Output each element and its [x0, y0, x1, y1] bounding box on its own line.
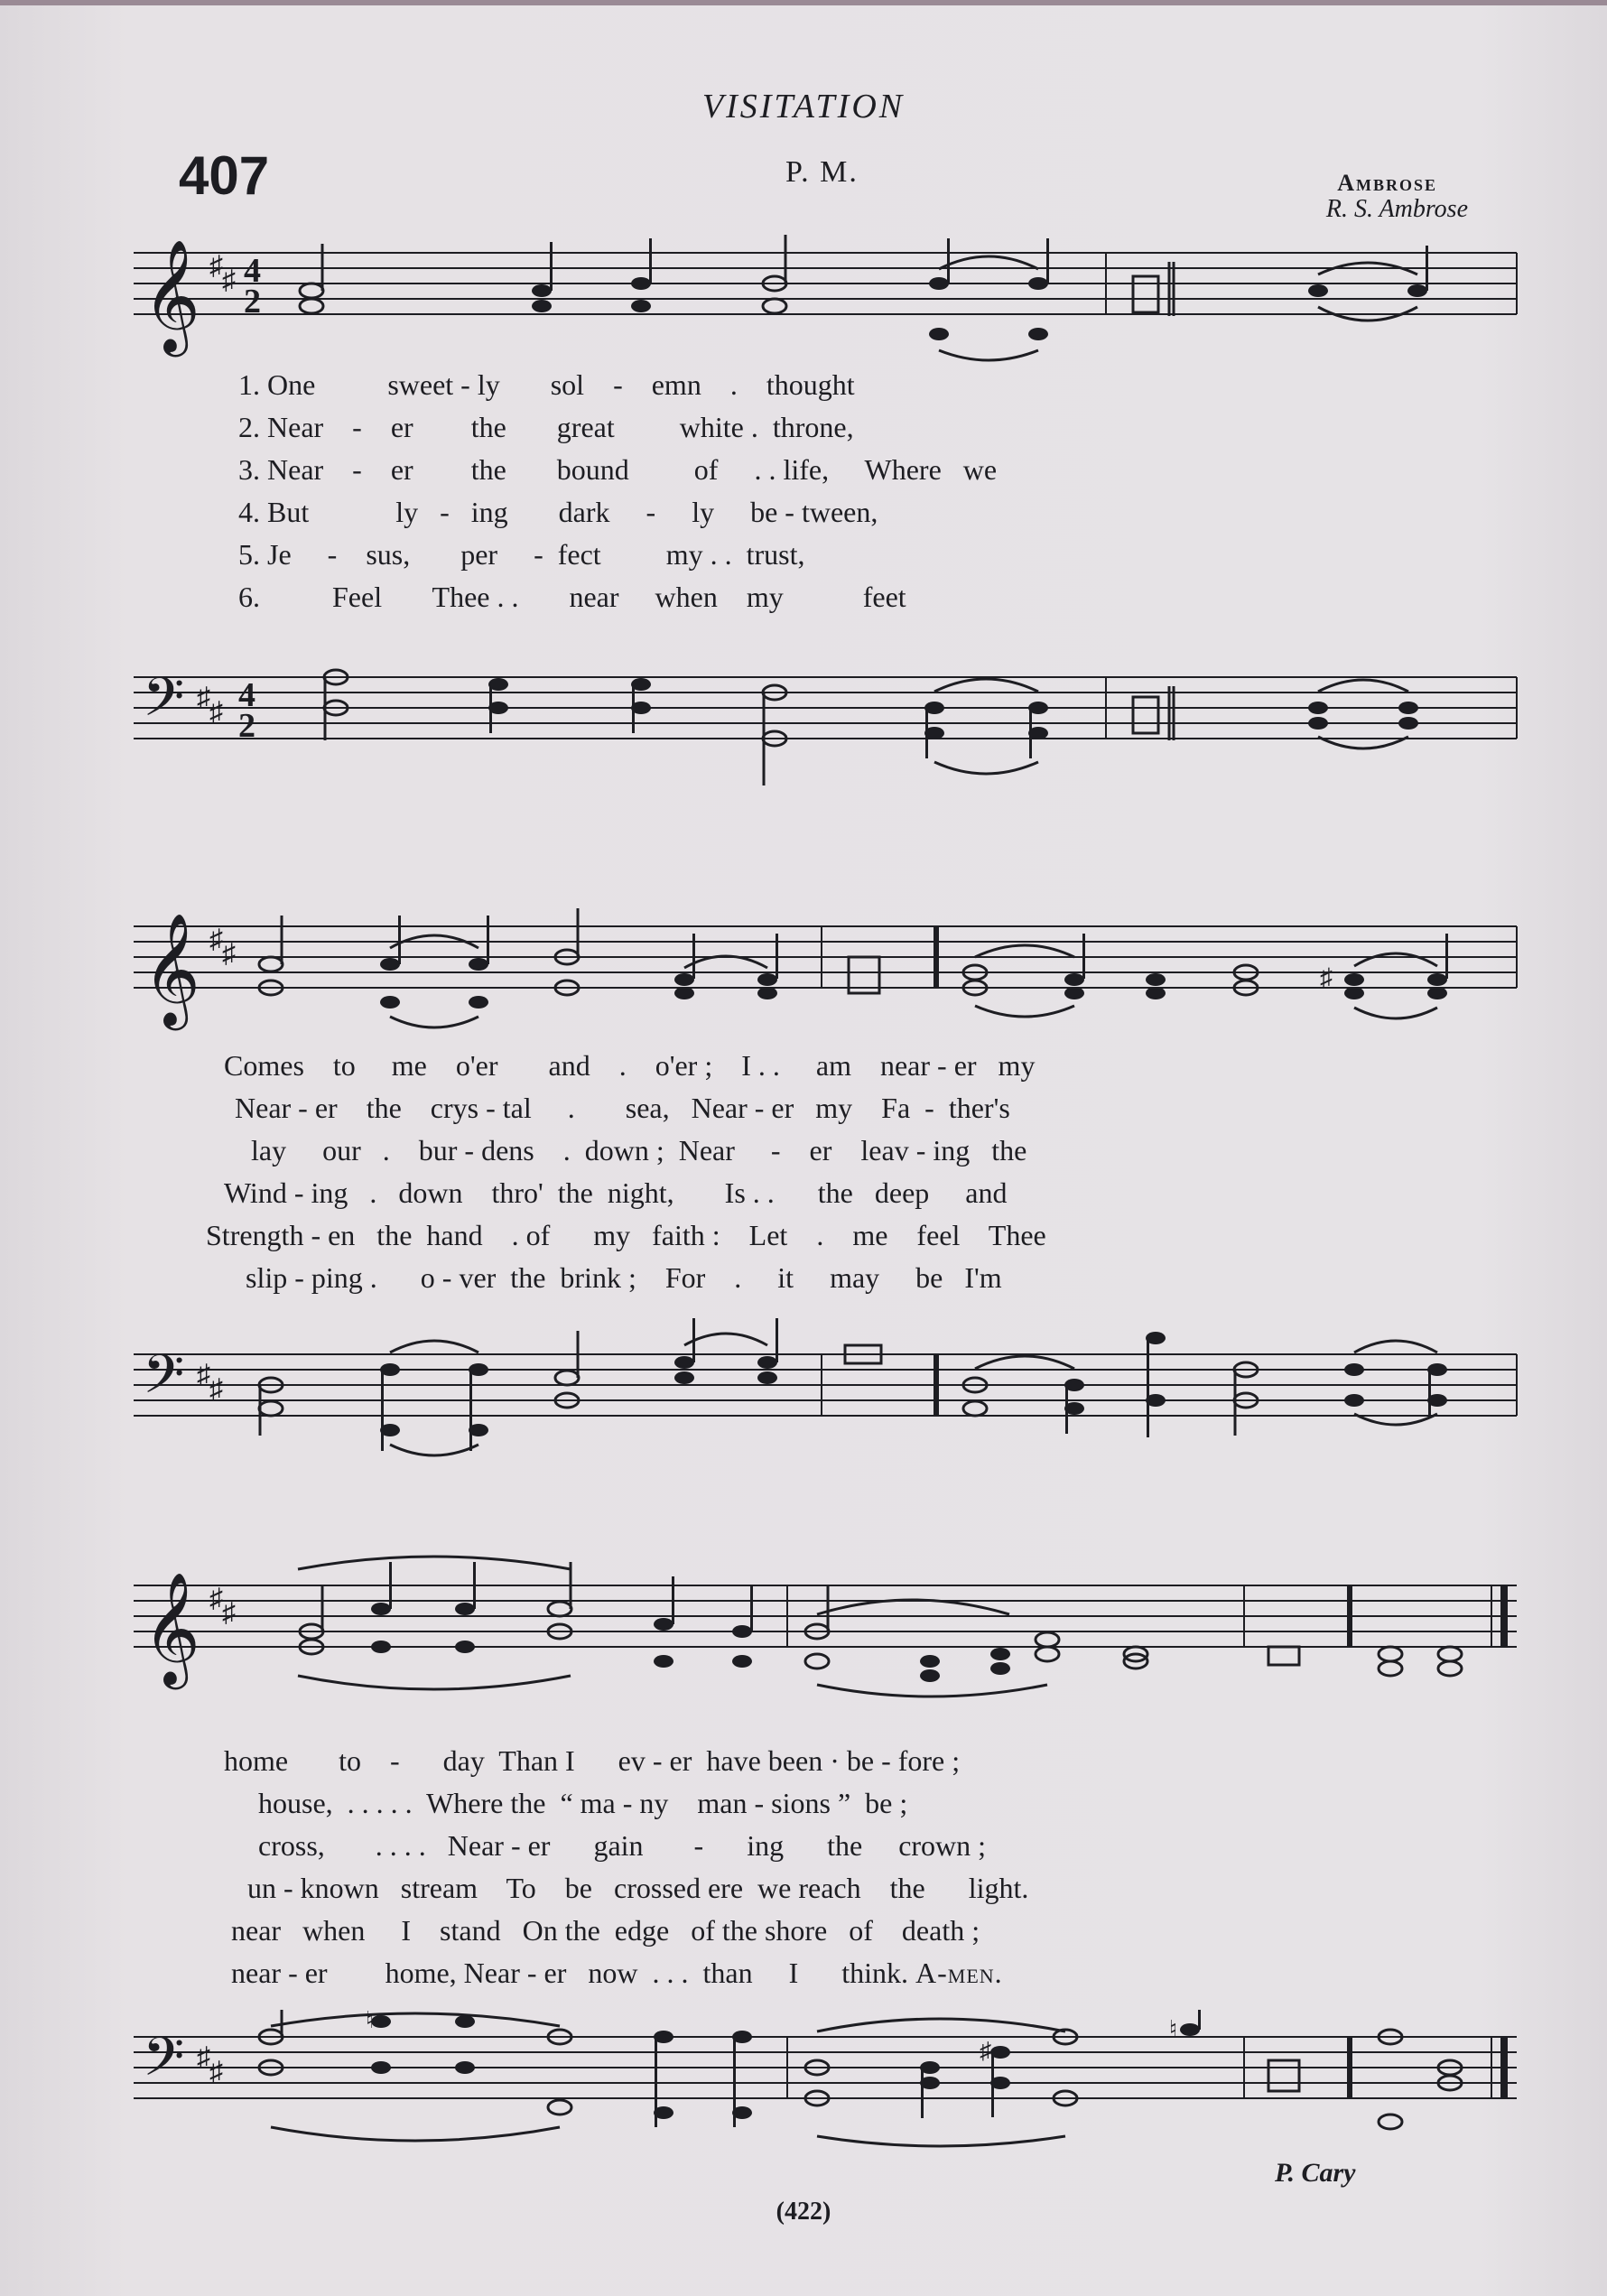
verse-4-line-1: 4. But ly - ing dark - ly be - tween,: [238, 496, 878, 528]
sharp-icon: ♯: [222, 265, 236, 295]
time-signature-top: 4: [238, 676, 255, 714]
verse-1-line-2: Comes to me o'er and . o'er ; I . . am near - er my: [224, 1049, 1036, 1082]
verse-2-line-3: house, . . . . . Where the “ ma - ny man - sions ” be ;: [258, 1787, 908, 1819]
verse-3-line-3: cross, . . . . Near - er gain - ing the crown ;: [258, 1829, 987, 1862]
final-bar-line: [1500, 2037, 1508, 2098]
tune-name: Ambrose: [1337, 170, 1437, 196]
page-top-border: [0, 0, 1607, 5]
treble-staff-system-2: [0, 903, 1607, 1047]
double-bar-line: [1347, 2037, 1352, 2098]
final-bar-line: [1500, 1585, 1508, 1647]
treble-staff-system-3: [0, 1549, 1607, 1703]
meter: P. M.: [785, 155, 859, 189]
double-bar-line: [934, 926, 939, 988]
sharp-icon: ♯: [222, 939, 236, 969]
verse-3-line-2: lay our . bur - dens . down ; Near - er leav - ing the: [251, 1134, 1027, 1167]
sharp-icon: ♯: [197, 2042, 210, 2072]
treble-clef-icon: 𝄞: [143, 1572, 200, 1685]
page-number: (422): [776, 2198, 831, 2226]
bass-staff-system-2: [0, 1318, 1607, 1472]
composer: R. S. Ambrose: [1325, 195, 1468, 223]
natural-icon: ♮: [1169, 2016, 1178, 2042]
bass-staff-system-3: [0, 2010, 1607, 2154]
verse-5-line-2: Strength - en the hand . of my faith : Let . me feel Thee: [206, 1219, 1046, 1251]
natural-icon: ♮: [366, 2010, 375, 2033]
time-signature-bottom: 2: [244, 283, 261, 321]
sharp-icon: ♯: [197, 1360, 210, 1390]
verse-2-line-1: 2. Near - er the great white . throne,: [238, 411, 854, 443]
treble-staff-system-1: [0, 235, 1607, 379]
verse-6-line-2: slip - ping . o - ver the brink ; For . it may be I'm: [246, 1261, 1002, 1294]
verse-4-line-3: un - known stream To be crossed ere we reach the light.: [247, 1872, 1029, 1904]
sharp-icon: ♯: [222, 1598, 236, 1628]
amen-label: A-men.: [915, 1957, 1003, 1989]
sharp-icon: ♯: [209, 697, 223, 727]
double-bar-line: [934, 1354, 939, 1416]
sharp-icon: ♯: [1320, 964, 1333, 992]
bass-staff-system-1: [0, 650, 1607, 795]
sharp-icon: ♯: [209, 1584, 223, 1613]
sharp-icon: ♯: [980, 2038, 991, 2064]
verse-6-line-3: near - er home, Near - er now . . . than I think. A-men.: [231, 1957, 1003, 1989]
verse-5-line-1: 5. Je - sus, per - fect my . . trust,: [238, 538, 805, 571]
section-title: VISITATION: [701, 88, 906, 125]
sharp-icon: ♯: [209, 2057, 223, 2087]
verse-5-line-3: near when I stand On the edge of the shore of death ;: [231, 1914, 980, 1947]
bass-clef-icon: 𝄢: [143, 2025, 185, 2101]
arranger: P. Cary: [1275, 2158, 1356, 2188]
verse-3-line-1: 3. Near - er the bound of . . life, Where we: [238, 453, 998, 486]
treble-clef-icon: 𝄞: [143, 239, 200, 352]
verse-6-line-1: 6. Feel Thee . . near when my feet: [238, 581, 906, 613]
treble-clef-icon: 𝄞: [143, 913, 200, 1026]
time-signature-bottom: 2: [238, 707, 255, 745]
verse-2-line-2: Near - er the crys - tal . sea, Near - er my Fa - ther's: [235, 1092, 1010, 1124]
sharp-icon: ♯: [209, 251, 223, 281]
sharp-icon: ♯: [197, 683, 210, 712]
verse-1-line-3: home to - day Than I ev - er have been · be - fore ;: [224, 1744, 961, 1777]
sharp-icon: ♯: [209, 925, 223, 954]
hymn-number: 407: [179, 145, 270, 206]
verse-4-line-2: Wind - ing . down thro' the night, Is . . the deep and: [224, 1176, 1008, 1209]
double-bar-line: [1347, 1585, 1352, 1647]
verse-1-line-1: 1. One sweet - ly sol - emn . thought: [238, 368, 855, 401]
sharp-icon: ♯: [209, 1374, 223, 1404]
time-signature-top: 4: [244, 252, 261, 290]
bass-clef-icon: 𝄢: [143, 665, 185, 741]
bass-clef-icon: 𝄢: [143, 1343, 185, 1418]
